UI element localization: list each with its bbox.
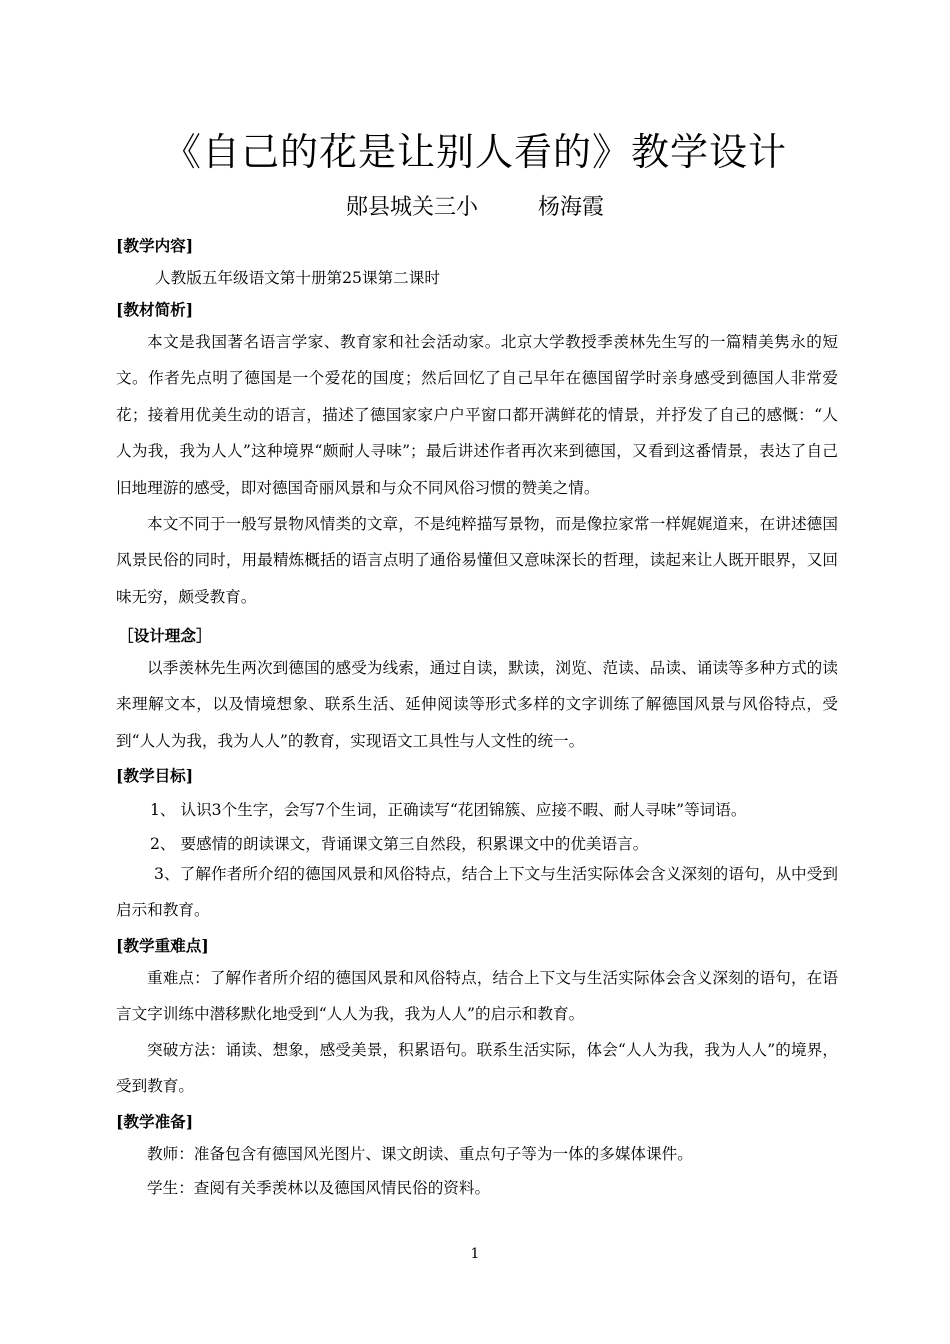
page-number: 1 — [470, 1246, 480, 1262]
concept-paragraph: 以季羡林先生两次到德国的感受为线索，通过自读，默读，浏览、范读、品读、诵读等多种方式的读来理解文本，以及情境想象、联系生活、延伸阅读等形式多样的文字训练了解德国风景与风俗特点，受到“人人为我，我为人人”的教育，实现语文工具性与人文性的统一。 — [116, 659, 838, 750]
heading-concept: ［设计理念］ — [118, 626, 212, 645]
analysis-paragraph-1: 本文是我国著名语言学家、教育家和社会活动家。北京大学教授季羡林先生写的一篇精美隽永的短文。作者先点明了德国是一个爱花的国度；然后回忆了自己早年在德国留学时亲身感受到德国人非常爱花；接着用优美生动的语言，描述了德国家家户户平窗口都开满鲜花的情景，并抒发了自己的感慨：“人人为我，我为人人”这种境界“颇耐人寻味”；最后讲述作者再次来到德国，又看到这番情景，表达了自己旧地理游的感受，即对德国奇丽风景和与众不同风俗习惯的赞美之情。 — [116, 333, 838, 497]
difficulties-paragraph-1: 重难点：了解作者所介绍的德国风景和风俗特点，结合上下文与生活实际体会含义深刻的语句，在语言文字训练中潜移默化地受到“人人为我，我为人人”的启示和教育。 — [116, 969, 838, 1024]
goal-item-3: 3、了解作者所介绍的德国风景和风俗特点，结合上下文与生活实际体会含义深刻的语句，从中受到启示和教育。 — [116, 865, 838, 920]
preparation-teacher: 教师：准备包含有德国风光图片、课文朗读、重点句子等为一体的多媒体课件。 — [147, 1145, 693, 1163]
analysis-paragraph-2: 本文不同于一般写景物风情类的文章，不是纯粹描写景物，而是像拉家常一样娓娓道来，在讲述德国风景民俗的同时，用最精炼概括的语言点明了通俗易懂但又意味深长的哲理，读起来让人既开眼界，又回味无穷，颇受教育。 — [116, 515, 838, 606]
heading-analysis: [教材简析] — [116, 300, 194, 319]
author-line — [0, 192, 950, 224]
heading-goals: [教学目标] — [116, 766, 194, 785]
goal-item-2: 2、 要感情的朗读课文，背诵课文第三自然段，积累课文中的优美语言。 — [150, 835, 649, 853]
preparation-student: 学生：查阅有关季羡林以及德国风情民俗的资料。 — [147, 1179, 491, 1197]
school-name: 郧县城关三小 — [345, 195, 478, 220]
heading-difficulties: [教学重难点] — [116, 936, 209, 955]
document-title: 《自己的花是让别人看的》教学设计 — [162, 130, 787, 174]
author-name: 杨海霞 — [538, 195, 605, 220]
content-line: 人教版五年级语文第十册第25课第二课时 — [155, 269, 440, 287]
difficulties-paragraph-2: 突破方法：诵读、想象，感受美景，积累语句。联系生活实际，体会“人人为我，我为人人”的境界，受到教育。 — [116, 1041, 838, 1096]
goal-item-1: 1、 认识3个生字，会写7个生词，正确读写“花团锦簇、应接不暇、耐人寻味”等词语。 — [150, 801, 747, 819]
heading-content: [教学内容] — [116, 236, 194, 255]
heading-preparation: [教学准备] — [116, 1112, 194, 1131]
